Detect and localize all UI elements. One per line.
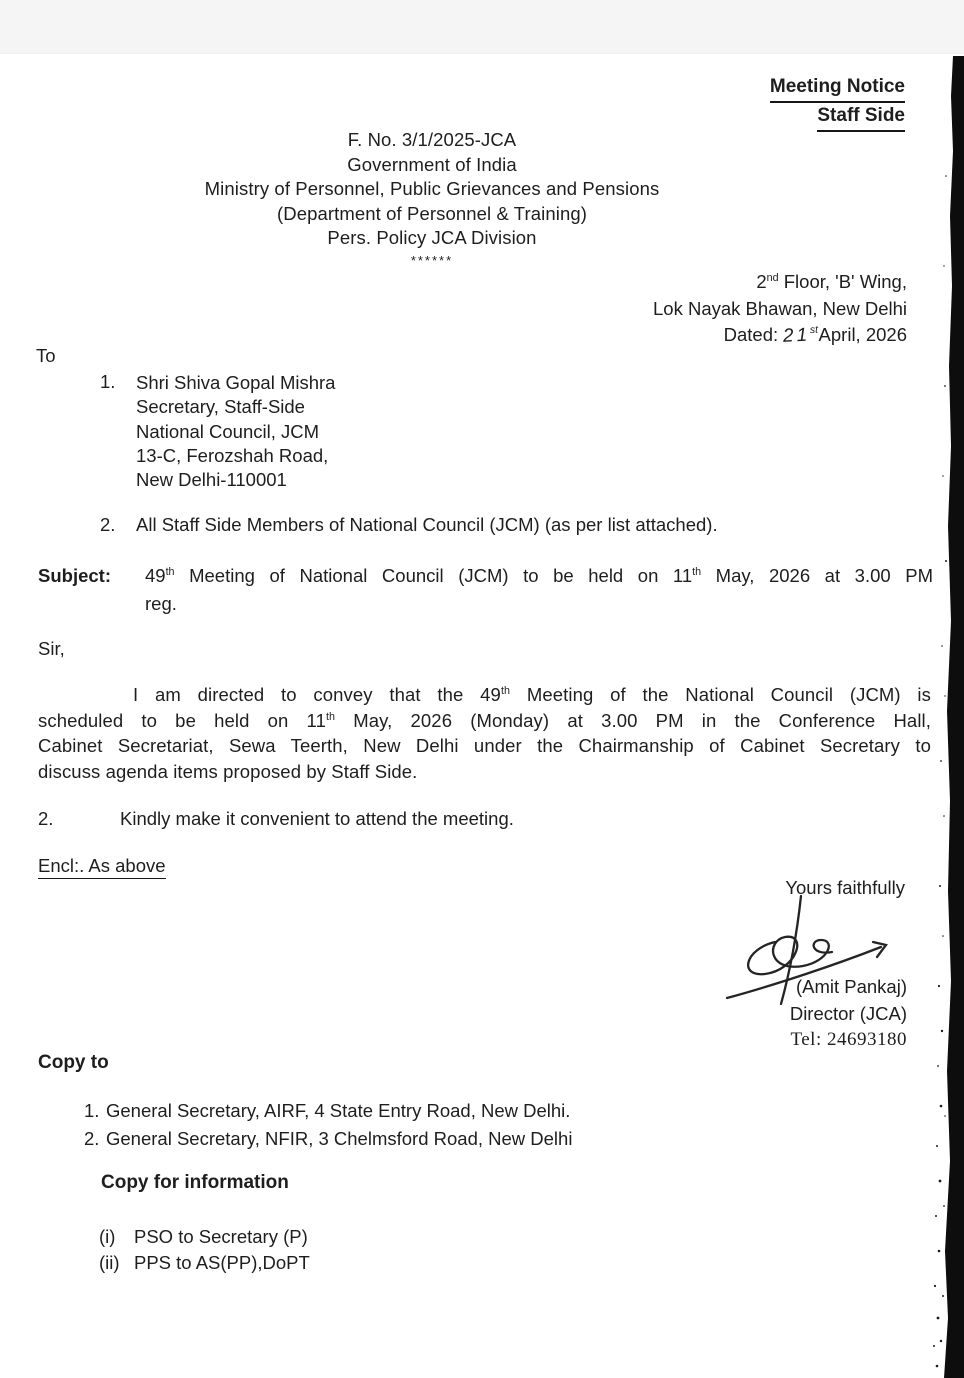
office-building-line: Lok Nayak Bhawan, New Delhi — [653, 297, 907, 319]
subject-line-1: Subject: 49th Meeting of National Council (JCM) to be held on 11th May, 2026 at 3.00 PM — [38, 562, 933, 590]
file-number: F. No. 3/1/2025-JCA — [347, 129, 517, 150]
handwritten-date: 21st — [782, 324, 819, 347]
signatory-block — [790, 974, 907, 1054]
closing-line: Yours faithfully — [785, 877, 905, 898]
dated-line: Dated: 21stApril, 2026 — [653, 322, 907, 350]
copy-to-item-2: 2. General Secretary, NFIR, 3 Chelmsford Road, New Delhi — [84, 1128, 573, 1149]
scan-edge-artifact — [932, 56, 964, 1378]
recipient-2 — [100, 514, 718, 536]
signatory-telephone: Tel: 24693180 — [790, 1029, 907, 1050]
subject-label: Subject: — [38, 565, 111, 586]
para1-line-1: I am directed to convey that the 49th Meeting of the National Council (JCM) is — [133, 684, 931, 705]
department-line: (Department of Personnel & Training) — [276, 202, 588, 224]
subject-block — [38, 562, 933, 618]
subject-line-2: reg. — [145, 593, 177, 614]
body-paragraph-1 — [38, 682, 931, 784]
recipient-1-number: 1. — [100, 371, 116, 392]
copy-to-item-1: 1. General Secretary, AIRF, 4 State Entry Road, New Delhi. — [84, 1100, 571, 1121]
meeting-notice-heading: Meeting Notice — [770, 74, 905, 103]
recipient-1-city: New Delhi-110001 — [136, 469, 287, 491]
para2-number: 2. — [38, 808, 54, 829]
recipient-1-designation: Secretary, Staff-Side — [136, 396, 305, 418]
para1-line-4: discuss agenda items proposed by Staff Side. — [38, 760, 418, 782]
copy-info-item-1: (i) PSO to Secretary (P) — [99, 1226, 308, 1247]
separator-stars: ****** — [410, 252, 454, 268]
corner-heading — [770, 74, 905, 132]
copy-info-item-2: (ii) PPS to AS(PP),DoPT — [99, 1252, 310, 1273]
recipient-1-street: 13-C, Ferozshah Road, — [136, 444, 329, 466]
to-label: To — [36, 345, 56, 366]
recipient-1-name: Shri Shiva Gopal Mishra — [136, 372, 336, 393]
copy-for-information-label: Copy for information — [101, 1172, 289, 1193]
office-floor-line: 2nd Floor, 'B' Wing, — [756, 271, 907, 292]
para2-text: Kindly make it convenient to attend the meeting. — [120, 808, 514, 829]
letterhead — [0, 128, 864, 271]
recipient-2-text: All Staff Side Members of National Council (JCM) (as per list attached). — [136, 514, 718, 535]
scan-top-band — [0, 0, 964, 54]
staff-side-heading: Staff Side — [817, 103, 905, 132]
copy-to-label: Copy to — [38, 1052, 109, 1073]
ministry-line: Ministry of Personnel, Public Grievances and Pensions — [204, 178, 660, 200]
signatory-name: (Amit Pankaj) — [795, 976, 907, 997]
salutation: Sir, — [38, 638, 65, 659]
body-paragraph-2 — [38, 808, 514, 830]
para1-line-2: scheduled to be held on 11th May, 2026 (Monday) at 3.00 PM in the Conference Hall, — [38, 709, 931, 731]
government-line: Government of India — [347, 153, 517, 175]
recipient-1-address — [136, 371, 335, 492]
signatory-title: Director (JCA) — [789, 1002, 907, 1024]
recipient-1-org: National Council, JCM — [136, 420, 320, 442]
recipient-2-number: 2. — [100, 514, 116, 535]
para1-line-3: Cabinet Secretariat, Sewa Teerth, New Delhi under the Chairmanship of Cabinet Secretary to — [38, 735, 931, 757]
address-date-block — [653, 269, 907, 350]
division-line: Pers. Policy JCA Division — [327, 227, 537, 249]
enclosure-line: Encl:. As above — [38, 855, 166, 879]
